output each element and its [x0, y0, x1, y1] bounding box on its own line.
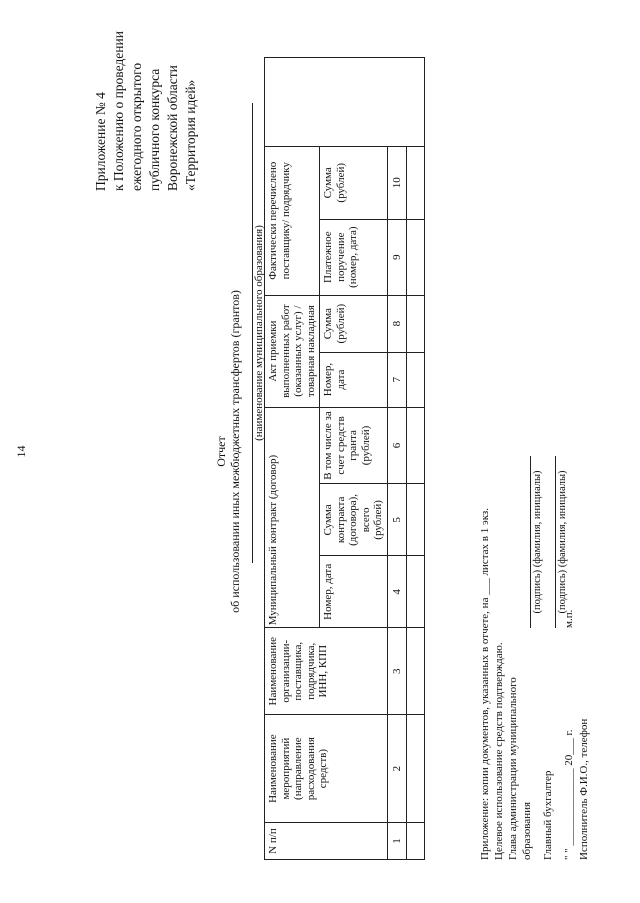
column-number: 1 [387, 823, 407, 860]
head-signature-caption: (подпись) (фамилия, инициалы) [530, 456, 545, 628]
head-title-line1: Глава администрации муниципального [507, 677, 519, 860]
table-cell [407, 146, 425, 219]
header-act: Акт приемки выполненных работ (оказанных услуг) / товарная накладная [265, 295, 320, 407]
table-cell [407, 295, 425, 352]
report-footer [478, 40, 591, 860]
report-title [214, 0, 242, 903]
stamp-label: м.п. [563, 609, 575, 628]
head-title-line2: образования [521, 801, 533, 860]
municipality-caption: (наименование муниципального образования) [253, 225, 265, 441]
header-contract-number: Номер, дата [320, 556, 388, 628]
table-header-row [265, 58, 320, 860]
table-cell [407, 556, 425, 628]
extra-empty-column [265, 58, 425, 147]
accountant-row [535, 40, 568, 860]
column-number: 2 [387, 715, 407, 823]
column-number: 4 [387, 556, 407, 628]
header-supplier: Наименование организации-поставщика, подрядчика, ИНН, КПП [265, 628, 388, 715]
table-cell [407, 628, 425, 715]
header-paid: Фактически перечислено поставщику/ подрядчику [265, 146, 320, 295]
appendix-line: «Территория идей» [183, 79, 198, 191]
date-row [562, 40, 577, 860]
head-title-row [520, 40, 543, 860]
table-row [407, 58, 425, 860]
table-cell [407, 823, 425, 860]
attachment-note: Приложение: копии документов, указанных в отчете, на ___ листах в 1 экз. [479, 508, 491, 860]
appendix-line: публичного конкурса [147, 68, 162, 191]
table-cell [407, 484, 425, 556]
confirmation-note: Целевое использование средств подтверждаю. [493, 642, 505, 860]
accountant-signature-caption: (подпись) (фамилия, инициалы) [555, 456, 570, 628]
report-title-line2: об использовании иных межбюджетных трансфертов (грантов) [228, 290, 242, 613]
appendix-heading [92, 0, 200, 191]
table-cell [407, 407, 425, 484]
column-number: 6 [387, 407, 407, 484]
report-table [264, 57, 425, 860]
column-number-row [387, 58, 407, 860]
column-number: 3 [387, 628, 407, 715]
accountant-label: Главный бухгалтер [542, 770, 554, 860]
header-contract: Муниципальный контракт (договор) [265, 407, 320, 628]
executor-line: Исполнитель Ф.И.О., телефон [578, 718, 590, 860]
column-number: 10 [387, 146, 407, 219]
header-paid-order: Платежное поручение (номер, дата) [320, 219, 388, 295]
header-paid-sum: Сумма (рублей) [320, 146, 388, 219]
header-contract-sum: Сумма контракта (договора), всего (рублей) [320, 484, 388, 556]
appendix-line: к Положению о проведении [111, 31, 126, 191]
page-number: 14 [14, 445, 28, 458]
appendix-line: ежегодного открытого [129, 62, 144, 191]
table-cell [407, 715, 425, 823]
table-cell [407, 219, 425, 295]
header-events: Наименование мероприятий (направление расходования средств) [265, 715, 388, 823]
column-number: 8 [387, 295, 407, 352]
header-act-sum: Сумма (рублей) [320, 295, 388, 352]
column-number: 9 [387, 219, 407, 295]
date-line: " " ______________ 20___ г. [563, 729, 575, 860]
appendix-line: Воронежской области [165, 65, 180, 191]
report-title-line1: Отчет [214, 436, 228, 467]
header-contract-grant: В том числе за счет средств гранта (рублей) [320, 407, 388, 484]
header-num: N п/п [265, 823, 388, 860]
appendix-line: Приложение № 4 [93, 92, 108, 191]
column-number: 5 [387, 484, 407, 556]
column-number: 7 [387, 352, 407, 407]
header-act-number: Номер, дата [320, 352, 388, 407]
table-cell [407, 352, 425, 407]
